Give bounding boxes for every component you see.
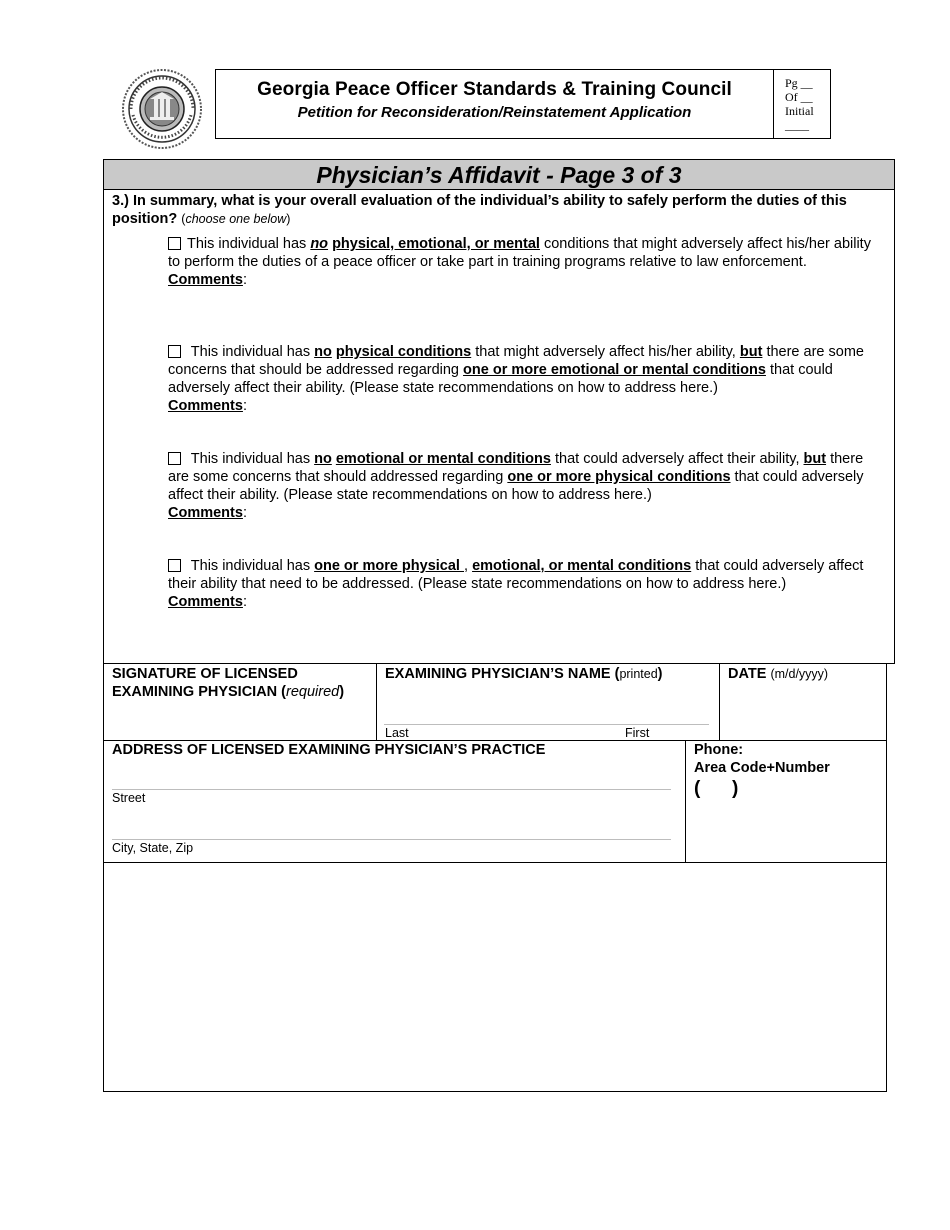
signature-label-line2: EXAMINING PHYSICIAN ( — [112, 684, 287, 700]
table-bottom-border — [103, 1091, 887, 1092]
page-number-label: Pg __ — [785, 76, 813, 90]
sig-divider-2 — [719, 664, 720, 740]
option-4-conditions: emotional, or mental conditions — [472, 558, 692, 574]
option-3-but: but — [803, 451, 827, 467]
first-name-caption: First — [625, 726, 650, 740]
option-2-conditions: physical conditions — [335, 344, 472, 360]
initial-blank: ____ — [785, 118, 809, 132]
question-hint: choose one below — [185, 212, 287, 226]
option-4: This individual has one or more physical , emotional, or mental conditions that could adversely affect their ability that need to be addressed. (Please state recommendations on how to address here.) Comments: — [168, 558, 864, 610]
option-1-comments-label: Comments — [168, 272, 243, 288]
affidavit-section — [103, 159, 895, 664]
option-3: This individual has no emotional or mental conditions that could adversely affect their ability, but there are some concerns that should addressed regarding one or more physical conditions that could adversely affect their ability. (Please state recommendations on how to address here.) Comments: — [168, 451, 864, 521]
physician-name-close: ) — [657, 666, 663, 682]
section-title: Physician’s Affidavit - Page 3 of 3 — [104, 160, 894, 190]
option-3-concern: one or more physical conditions — [507, 469, 731, 485]
street-input[interactable] — [112, 789, 671, 790]
city-state-zip-caption: City, State, Zip — [112, 841, 194, 855]
last-name-caption: Last — [385, 726, 409, 740]
city-state-zip-input[interactable] — [112, 839, 671, 840]
phone-area-code-parens: ( ) — [694, 778, 739, 799]
option-2-mid2: there are some concerns that should be addressed regarding — [168, 344, 864, 378]
table-right-border — [886, 664, 887, 1092]
option-2-checkbox[interactable] — [168, 345, 181, 358]
phone-label: Phone: — [694, 742, 744, 758]
question-text: 3.) In summary, what is your overall evaluation of the individual’s ability to safely perform the duties of this position? — [112, 193, 847, 227]
physician-name-hint: printed — [619, 667, 658, 681]
form-header — [215, 69, 774, 139]
date-cell[interactable] — [728, 665, 883, 683]
date-hint: (m/d/yyyy) — [770, 667, 829, 681]
form-title: Petition for Reconsideration/Reinstatement Application — [297, 104, 692, 121]
phone-sublabel: Area Code+Number — [694, 760, 830, 776]
hint-open: ( — [181, 212, 186, 226]
signature-required: required — [286, 684, 340, 700]
option-2-comments-label: Comments — [168, 398, 243, 414]
option-1-no: no — [310, 236, 329, 252]
phone-cell[interactable] — [694, 741, 884, 798]
initial-label: Initial — [785, 104, 814, 118]
option-3-mid: that could adversely affect their ability, — [550, 451, 804, 467]
option-3-conditions: emotional or mental conditions — [335, 451, 551, 467]
option-4-text: This individual has — [190, 558, 315, 574]
option-2-no: no — [314, 344, 332, 360]
physician-name-input[interactable] — [384, 724, 709, 725]
option-2: This individual has no physical conditions that might adversely affect his/her ability, but there are some concerns that should be addressed regarding one or more emotional or mental conditions that could adversely affect their ability. (Please state recommendations on how to address here.) Comments: — [168, 344, 864, 414]
council-seal-logo — [121, 68, 203, 150]
option-3-no: no — [314, 451, 332, 467]
address-label: ADDRESS OF LICENSED EXAMINING PHYSICIAN’S PRACTICE — [112, 742, 546, 758]
street-caption: Street — [112, 791, 146, 805]
option-1-rest: conditions that might adversely affect his/her ability to perform the duties of a peace officer or take part in training programs relative to law enforcement. — [168, 236, 871, 270]
blank-area — [104, 863, 886, 1091]
date-label: DATE — [728, 666, 767, 682]
option-2-rest: that could adversely affect their ability. (Please state recommendations on how to address here.) — [168, 362, 833, 396]
signature-cell[interactable] — [112, 665, 372, 701]
option-1-checkbox[interactable] — [168, 237, 181, 250]
option-2-mid: that might adversely affect his/her ability, — [471, 344, 740, 360]
option-1-conditions: physical, emotional, or mental — [332, 236, 540, 252]
organization-name: Georgia Peace Officer Standards & Training Council — [257, 79, 732, 100]
option-3-mid2: there are some concerns that should addressed regarding — [168, 451, 864, 485]
option-2-concern: one or more emotional or mental conditions — [463, 362, 766, 378]
option-3-checkbox[interactable] — [168, 452, 181, 465]
signature-label-line1: SIGNATURE OF LICENSED — [112, 666, 298, 682]
option-1-text: This individual has — [187, 236, 311, 252]
page-of-label: Of __ — [785, 90, 813, 104]
option-3-rest: that could adversely affect their ability. (Please state recommendations on how to address here.) — [168, 469, 864, 503]
page-initial-box — [774, 69, 831, 139]
option-2-text: This individual has — [190, 344, 315, 360]
option-4-physical: one or more physical — [314, 558, 464, 574]
option-4-comments-label: Comments — [168, 594, 243, 610]
question-3 — [112, 192, 882, 228]
sig-divider-1 — [376, 664, 377, 740]
option-4-checkbox[interactable] — [168, 559, 181, 572]
option-3-text: This individual has — [190, 451, 315, 467]
hint-close: ) — [286, 212, 291, 226]
option-3-comments-label: Comments — [168, 505, 243, 521]
address-divider — [685, 740, 686, 862]
physician-name-cell — [385, 665, 715, 683]
option-2-but: but — [739, 344, 763, 360]
physician-name-label: EXAMINING PHYSICIAN’S NAME ( — [385, 666, 620, 682]
signature-close: ) — [339, 684, 345, 700]
option-4-rest: that could adversely affect their ability that need to be addressed. (Please state recommendations on how to address here.) — [168, 558, 864, 592]
option-1: This individual has no physical, emotional, or mental conditions that might adversely affect his/her ability to perform the duties of a peace officer or take part in training programs relative to law enforcement. Comments: — [168, 236, 871, 288]
